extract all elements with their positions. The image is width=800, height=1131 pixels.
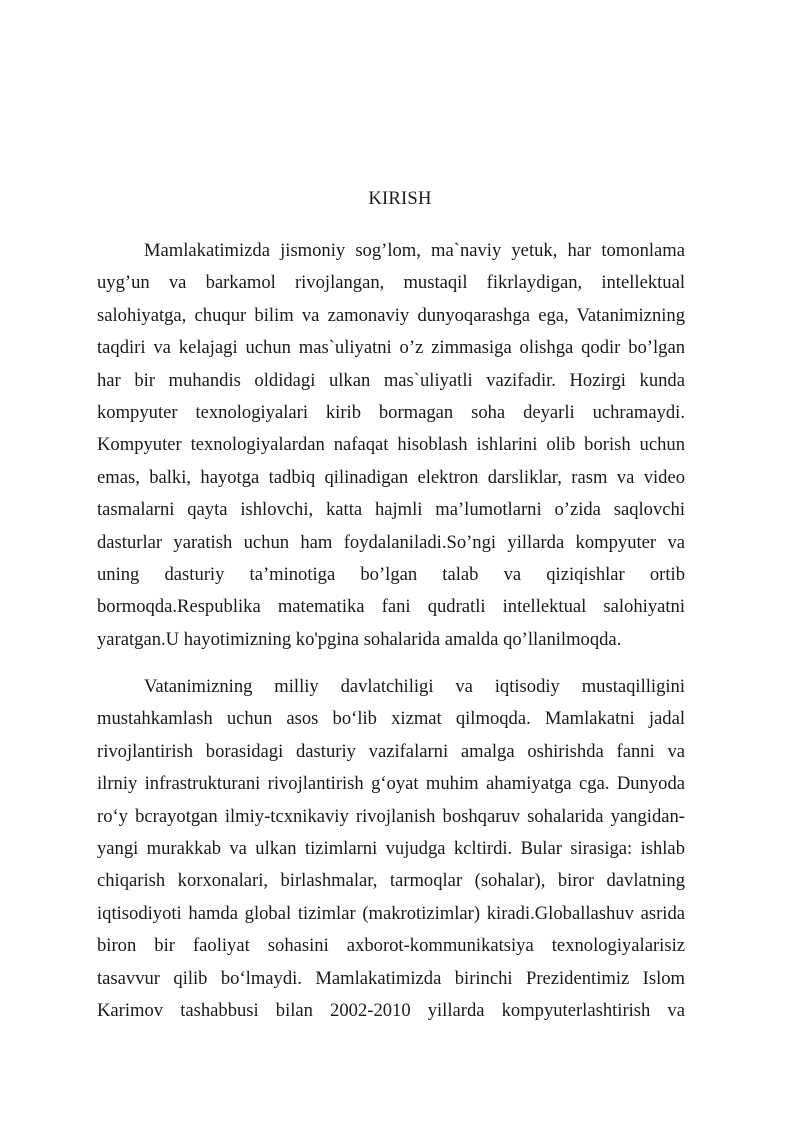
paragraph-2-line: tasavvur qilib bo‘lmaydi. Mamlakatimizda birinchi Prezidentimiz Islom (97, 967, 685, 989)
paragraph-2-line: Karimov tashabbusi bilan 2002-2010 yillarda kompyuterlashtirish va (97, 1000, 685, 1022)
paragraph-2-line: rivojlantirish borasidagi dasturiy vazifalarni amalga oshirishda fanni va (97, 740, 685, 762)
paragraph-1-line: Kompyuter texnologiyalardan nafaqat hisoblash ishlarini olib borish uchun (97, 434, 685, 456)
paragraph-1-line: uning dasturiy ta’minotiga bo’lgan talab va qiziqishlar ortib (97, 564, 685, 586)
paragraph-1-line: taqdiri va kelajagi uchun mas`uliyatni o’z zimmasiga olishga qodir bo’lgan (97, 337, 685, 359)
paragraph-2-line: ilrniy infrastrukturani rivojlantirish g‘oyat muhim ahamiyatga cga. Dunyoda (97, 773, 685, 795)
paragraph-1-line: yaratgan.U hayotimizning ko'pgina sohalarida amalda qo’llanilmoqda. (97, 628, 622, 650)
paragraph-2-line: Vatanimizning milliy davlatchiligi va iqtisodiy mustaqilligini (144, 676, 685, 697)
paragraph-1-line: har bir muhandis oldidagi ulkan mas`uliyatli vazifadir. Hozirgi kunda (97, 369, 685, 391)
paragraph-1-line: dasturlar yaratish uchun ham foydalaniladi.So’ngi yillarda kompyuter va (97, 531, 685, 553)
paragraph-2-line: ro‘y bcrayotgan ilmiy-tcxnikaviy rivojlanish boshqaruv sohalarida yangidan- (97, 805, 685, 827)
section-heading: KIRISH (368, 188, 432, 209)
paragraph-2-line: biron bir faoliyat sohasini axborot-kommunikatsiya texnologiyalarisiz (97, 935, 685, 957)
paragraph-2 (97, 671, 685, 1027)
paragraph-1-line: bormoqda.Respublika matematika fani qudratli intellektual salohiyatni (97, 596, 685, 618)
paragraph-1-line: Mamlakatimizda jismoniy sog’lom, ma`naviy yetuk, har tomonlama (144, 240, 685, 261)
paragraph-2-line: iqtisodiyoti hamda global tizimlar (makrotizimlar) kiradi.Globallashuv asrida (97, 902, 685, 924)
paragraph-1-line: emas, balki, hayotga tadbiq qilinadigan elektron darsliklar, rasm va video (97, 466, 685, 488)
paragraph-1-line: kompyuter texnologiyalari kirib bormagan soha deyarli uchramaydi. (97, 402, 685, 424)
paragraph-2-line: chiqarish korxonalari, birlashmalar, tarmoqlar (sohalar), biror davlatning (97, 870, 685, 892)
paragraph-1-line: uyg’un va barkamol rivojlangan, mustaqil fikrlaydigan, intellektual (97, 272, 685, 294)
paragraph-2-line: mustahkamlash uchun asos bo‘lib xizmat qilmoqda. Mamlakatni jadal (97, 708, 685, 730)
paragraph-1 (97, 235, 685, 656)
paragraph-1-line: salohiyatga, chuqur bilim va zamonaviy dunyoqarashga ega, Vatanimizning (97, 304, 685, 326)
paragraph-1-line: tasmalarni qayta ishlovchi, katta hajmli ma’lumotlarni o’zida saqlovchi (97, 499, 685, 521)
paragraph-2-line: yangi murakkab va ulkan tizimlarni vujudga kcltirdi. Bular sirasiga: ishlab (97, 838, 685, 860)
